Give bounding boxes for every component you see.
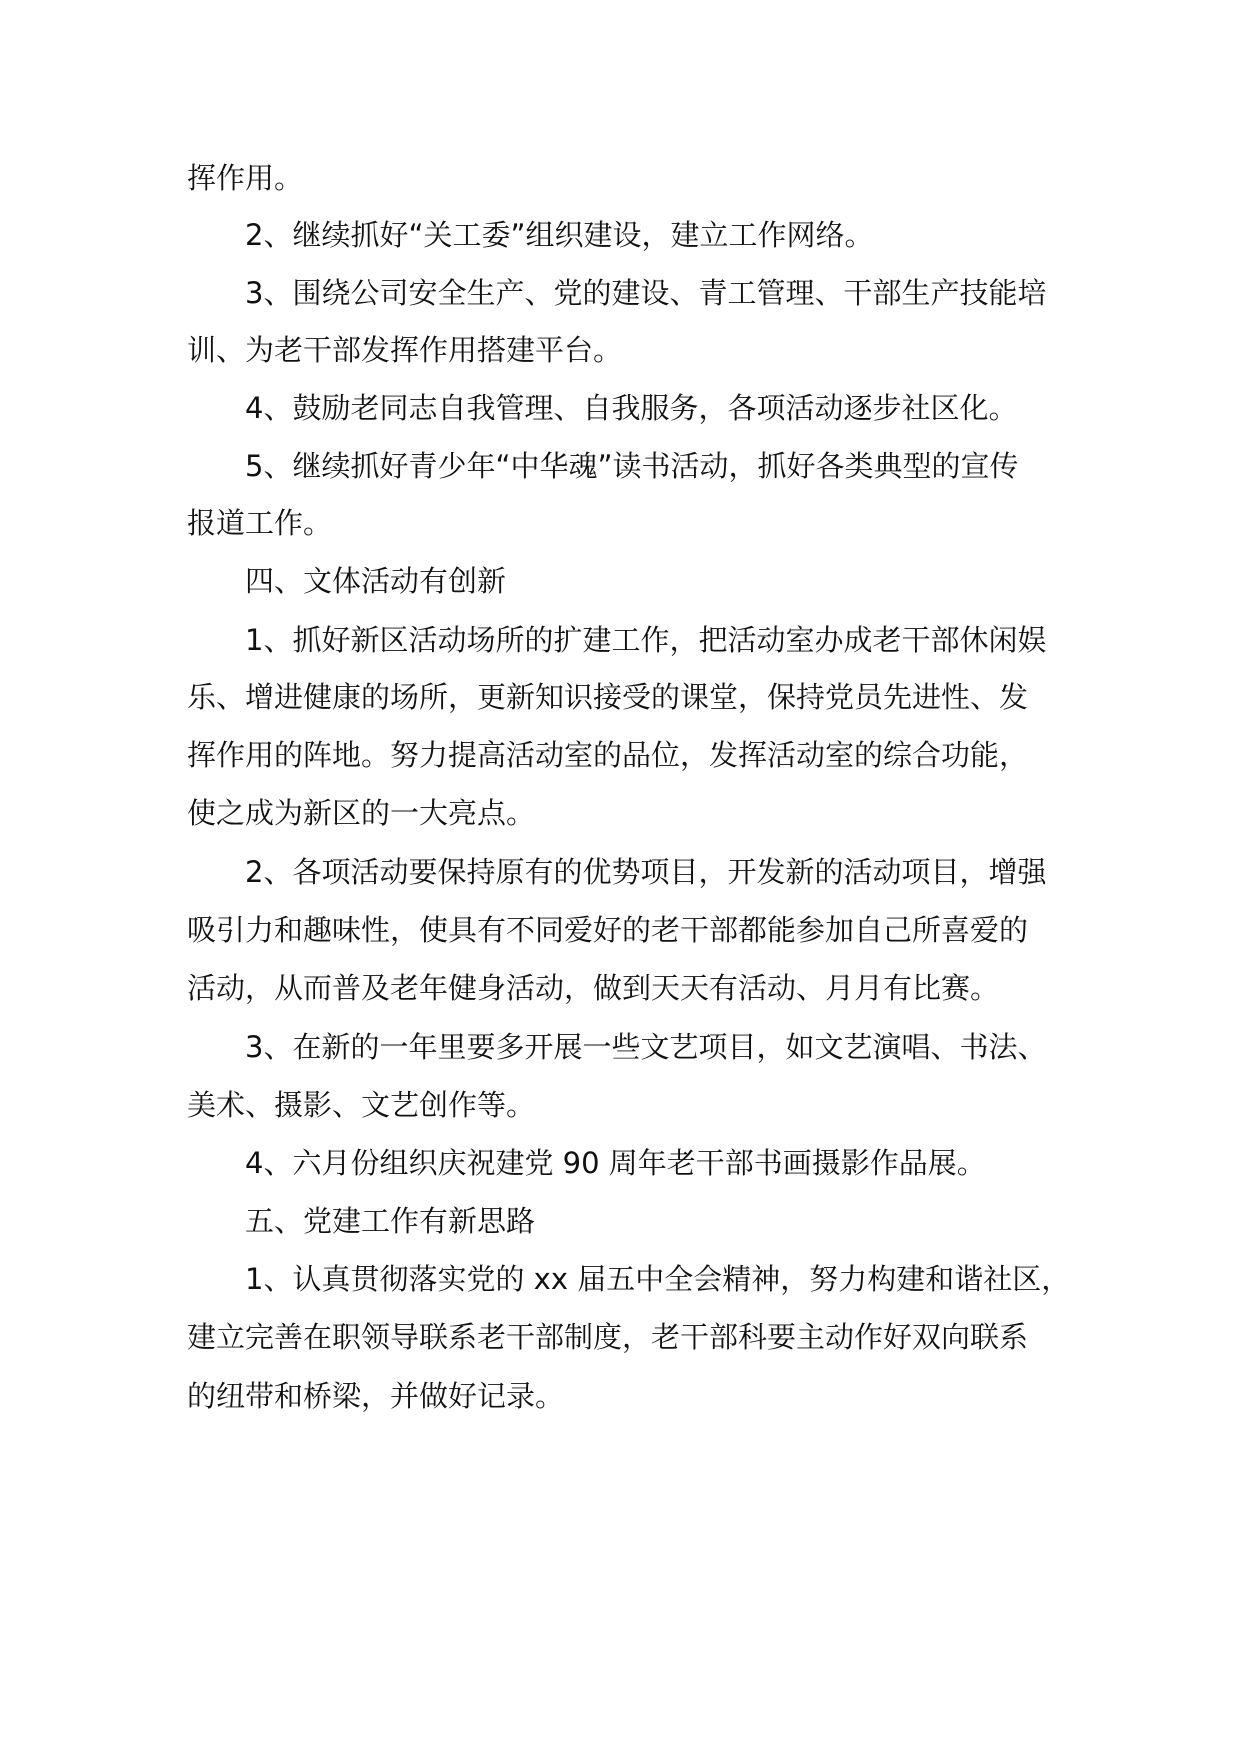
section-heading: 五、党建工作有新思路 [245,1204,536,1238]
paragraph-line: 挥作用。 [187,161,304,195]
section-heading: 四、文体活动有创新 [245,564,507,598]
paragraph-line: 5、继续抓好青少年“中华魂”读书活动，抓好各类典型的宣传 [245,449,1019,483]
paragraph-line: 美术、摄影、文艺创作等。 [187,1088,536,1122]
paragraph-line: 1、认真贯彻落实党的 xx 届五中全会精神，努力构建和谐社区， [245,1262,1071,1296]
paragraph-line: 使之成为新区的一大亮点。 [187,796,536,830]
paragraph-line: 吸引力和趣味性，使具有不同爱好的老干部都能参加自己所喜爱的 [187,913,1029,947]
paragraph-line: 乐、增进健康的场所，更新知识接受的课堂，保持党员先进性、发 [187,680,1029,714]
paragraph-line: 的纽带和桥梁，并做好记录。 [187,1379,565,1413]
paragraph-line: 报道工作。 [187,506,333,540]
paragraph-line: 活动，从而普及老年健身活动，做到天天有活动、月月有比赛。 [187,971,1000,1005]
paragraph-line: 训、为老干部发挥作用搭建平台。 [187,333,623,367]
paragraph-line: 2、继续抓好“关工委”组织建设，建立工作网络。 [245,218,874,252]
paragraph-line: 挥作用的阵地。努力提高活动室的品位，发挥活动室的综合功能， [187,738,1029,772]
paragraph-line: 建立完善在职领导联系老干部制度，老干部科要主动作好双向联系 [187,1320,1029,1354]
paragraph-line: 3、在新的一年里要多开展一些文艺项目，如文艺演唱、书法、 [245,1030,1047,1064]
paragraph-line: 4、六月份组织庆祝建党 90 周年老干部书画摄影作品展。 [245,1146,986,1180]
paragraph-line: 2、各项活动要保持原有的优势项目，开发新的活动项目，增强 [245,855,1047,889]
paragraph-line: 3、围绕公司安全生产、党的建设、青工管理、干部生产技能培 [245,276,1047,310]
paragraph-line: 4、鼓励老同志自我管理、自我服务，各项活动逐步社区化。 [245,391,1018,425]
paragraph-line: 1、抓好新区活动场所的扩建工作，把活动室办成老干部休闲娱 [245,623,1047,657]
